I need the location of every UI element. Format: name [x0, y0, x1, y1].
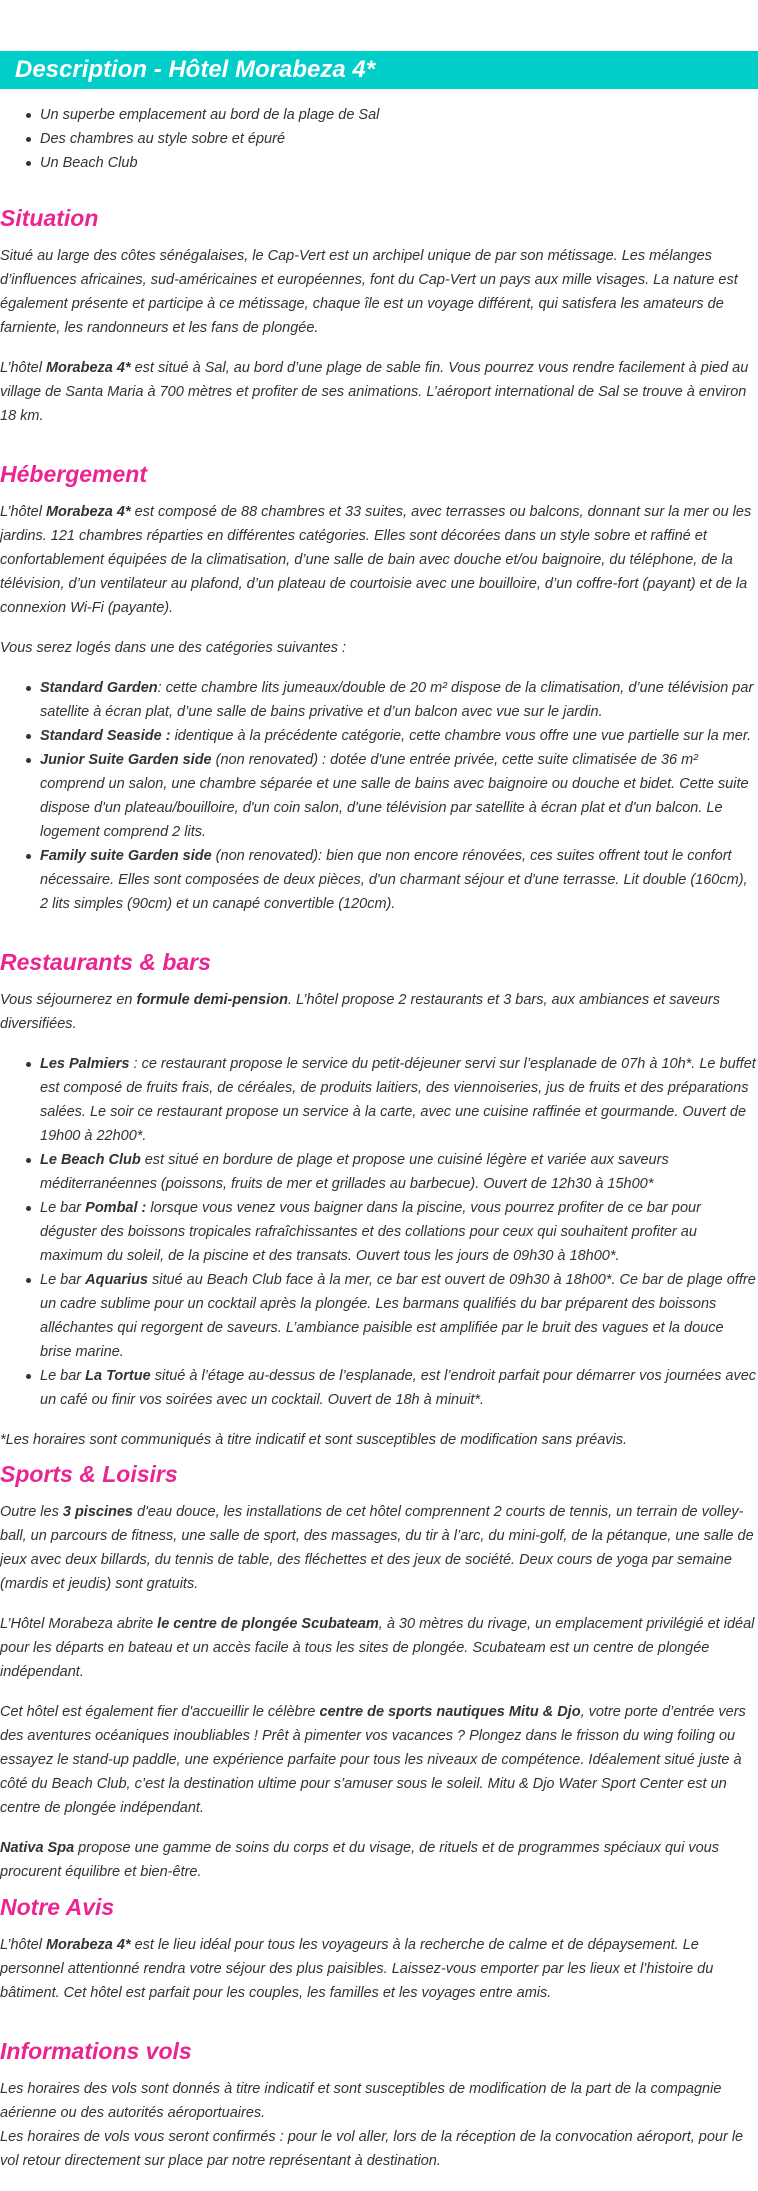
hours-note: *Les horaires sont communiqués à titre indicatif et sont susceptibles de modification sans préavis.: [0, 1432, 628, 1448]
diving-center-paragraph: L’Hôtel Morabeza abrite le centre de plongée Scubateam, à 30 mètres du rivage, un emplacement privilégié et idéal pour les départs en bateau et un accès facile à tous les sites de plongée. Scubateam est un centre de plongée indépendant.: [0, 1616, 755, 1680]
avis-paragraph: L’hôtel Morabeza 4* est le lieu idéal pour tous les voyageurs à la recherche de calme et de dépaysement. Le personnel attentionné rendra votre séjour des plus paisibles. Laissez-vous emporter par les lieux et l’histoire du bâtiment. Cet hôtel est parfait pour les couples, les familles et les voyages entre amis.: [0, 1937, 714, 2001]
page-title: Description - Hôtel Morabeza 4*: [15, 56, 376, 83]
vols-heading: Informations vols: [0, 2038, 192, 2064]
avis-heading: Notre Avis: [0, 1894, 115, 1920]
restaurants-heading: Restaurants & bars: [0, 949, 211, 975]
room-item: Standard Seaside : identique à la précédente catégorie, cette chambre vous offre une vue partielle sur la mer.: [40, 724, 758, 748]
restaurant-item: Le bar Aquarius situé au Beach Club face à la mer, ce bar est ouvert de 09h30 à 18h00*. Ce bar de plage offre un cadre sublime pour un cocktail après la plongée. Les barmans qualifiés du bar préparent des boissons alléchantes qui regorgent de saveurs. L’ambiance paisible est amplifiée par le bruit des vagues et la douce brise marine.: [40, 1268, 758, 1364]
restaurant-item: Le Beach Club est situé en bordure de plage et propose une cuisiné légère et variée aux saveurs méditerranéennes (poissons, fruits de mer et grillades au barbecue). Ouvert de 12h30 à 15h00*: [40, 1148, 758, 1196]
room-item: Standard Garden: cette chambre lits jumeaux/double de 20 m² dispose de la climatisation, d’une télévision par satellite à écran plat, d’une salle de bains privative et d’un balcon avec vue sur le jardin.: [40, 676, 758, 724]
room-item: Family suite Garden side (non renovated): bien que non encore rénovées, ces suites offrent tout le confort nécessaire. Elles sont composées de deux pièces, d'un charmant séjour et d'une terrasse. Lit double (160cm), 2 lits simples (90cm) et un canapé convertible (120cm).: [40, 844, 758, 916]
situation-paragraph: Situé au large des côtes sénégalaises, le Cap-Vert est un archipel unique de par son métissage. Les mélanges d’influences africaines, sud-américaines et européennes, font du Cap-Vert un pays aux mille visages. La nature est également présente et participe à ce métissage, chaque île est un voyage différent, qui satisfera les amateurs de farniente, les randonneurs et les fans de plongée.: [0, 248, 738, 336]
highlights-section: [0, 103, 758, 175]
restaurant-item: Le bar Pombal : lorsque vous venez vous baigner dans la piscine, vous pourrez profiter de ce bar pour déguster des boissons tropicales rafraîchissantes et des collations pour ceux qui souhaitent profiter au maximum du soleil, de la piscine et des transats. Ouvert tous les jours de 09h30 à 18h00*.: [40, 1196, 758, 1268]
hebergement-heading: Hébergement: [0, 461, 147, 487]
hebergement-paragraph: L’hôtel Morabeza 4* est composé de 88 chambres et 33 suites, avec terrasses ou balcons, donnant sur la mer ou les jardins. 121 chambres réparties en différentes catégories. Elles sont décorées dans un style sobre et raffiné et confortablement équipées de la climatisation, d’une salle de bain avec douche et/ou baignoire, du téléphone, de la télévision, d’un ventilateur au plafond, d’un plateau de courtoisie avec une bouilloire, d’un coffre-fort (payant) et de la connexion Wi-Fi (payante).: [0, 504, 752, 616]
highlights-list: [0, 103, 758, 175]
restaurant-list: [0, 1052, 758, 1412]
restaurants-section: [0, 948, 758, 1452]
water-sports-paragraph: Cet hôtel est également fier d'accueillir le célèbre centre de sports nautiques Mitu & Djo, votre porte d’entrée vers des aventures océaniques inoubliables ! Prêt à pimenter vos vacances ? Plongez dans le frisson du wing foiling ou essayez le stand-up paddle, une expérience parfaite pour tous les niveaux de compétence. Idéalement situé juste à côté du Beach Club, c’est la destination ultime pour s’amuser sous le soleil. Mitu & Djo Water Sport Center est un centre de plongée indépendant.: [0, 1704, 746, 1816]
highlight-item: Un Beach Club: [40, 151, 758, 175]
room-item: Junior Suite Garden side (non renovated) : dotée d'une entrée privée, cette suite climatisée de 36 m² comprend un salon, une chambre séparée et une salle de bains avec baignoire ou douche et bidet. Cette suite dispose d'un plateau/bouilloire, d'un coin salon, d'une télévision par satellite à écran plat et d'un balcon. Le logement comprend 2 lits.: [40, 748, 758, 844]
situation-section: [0, 204, 758, 428]
highlight-item: Des chambres au style sobre et épuré: [40, 127, 758, 151]
vols-section: [0, 2037, 758, 2173]
sports-facilities-paragraph: Outre les 3 piscines d'eau douce, les installations de cet hôtel comprennent 2 courts de tennis, un terrain de volley-ball, un parcours de fitness, une salle de sport, des massages, du tir à l’arc, du mini-golf, de la pétanque, une salle de jeux avec deux billards, du tennis de table, des fléchettes et des jeux de société. Deux cours de yoga par semaine (mardis et jeudis) sont gratuits.: [0, 1504, 754, 1592]
hebergement-section: [0, 460, 758, 916]
restaurant-item: Le bar La Tortue situé à l’étage au-dessus de l’esplanade, est l’endroit parfait pour démarrer vos journées avec un café ou finir vos soirées avec un cocktail. Ouvert de 18h à minuit*.: [40, 1364, 758, 1412]
vols-paragraph-1: Les horaires des vols sont donnés à titre indicatif et sont susceptibles de modification de la part de la compagnie aérienne ou des autorités aéroportuaires.: [0, 2081, 722, 2121]
description-banner: [0, 51, 758, 89]
avis-section: [0, 1893, 758, 2005]
restaurant-item: Les Palmiers : ce restaurant propose le service du petit-déjeuner servi sur l’esplanade de 07h à 10h*. Le buffet est composé de fruits frais, de céréales, de produits laitiers, des viennoiseries, jus de fruits et des préparations salées. Le soir ce restaurant propose un service à la carte, avec une cuisine raffinée et gourmande. Ouvert de 19h00 à 22h00*.: [40, 1052, 758, 1148]
restaurants-intro: Vous séjournerez en formule demi-pension. L’hôtel propose 2 restaurants et 3 bars, aux ambiances et saveurs diversifiées.: [0, 992, 720, 1032]
situation-location-paragraph: L’hôtel Morabeza 4* est situé à Sal, au bord d’une plage de sable fin. Vous pourrez vous rendre facilement à pied au village de Santa Maria à 700 mètres et profiter de ses animations. L’aéroport international de Sal se trouve à environ 18 km.: [0, 360, 749, 424]
highlight-item: Un superbe emplacement au bord de la plage de Sal: [40, 103, 758, 127]
room-list: [0, 676, 758, 916]
vols-paragraph-2: Les horaires de vols vous seront confirmés : pour le vol aller, lors de la réception de la convocation aéroport, pour le vol retour directement sur place par notre représentant à destination.: [0, 2129, 744, 2169]
sports-heading: Sports & Loisirs: [0, 1461, 178, 1487]
hebergement-categories-intro: Vous serez logés dans une des catégories suivantes :: [0, 640, 347, 656]
sports-section: [0, 1460, 758, 1884]
spa-paragraph: Nativa Spa propose une gamme de soins du corps et du visage, de rituels et de programmes spéciaux qui vous procurent équilibre et bien-être.: [0, 1840, 719, 1880]
situation-heading: Situation: [0, 205, 99, 231]
